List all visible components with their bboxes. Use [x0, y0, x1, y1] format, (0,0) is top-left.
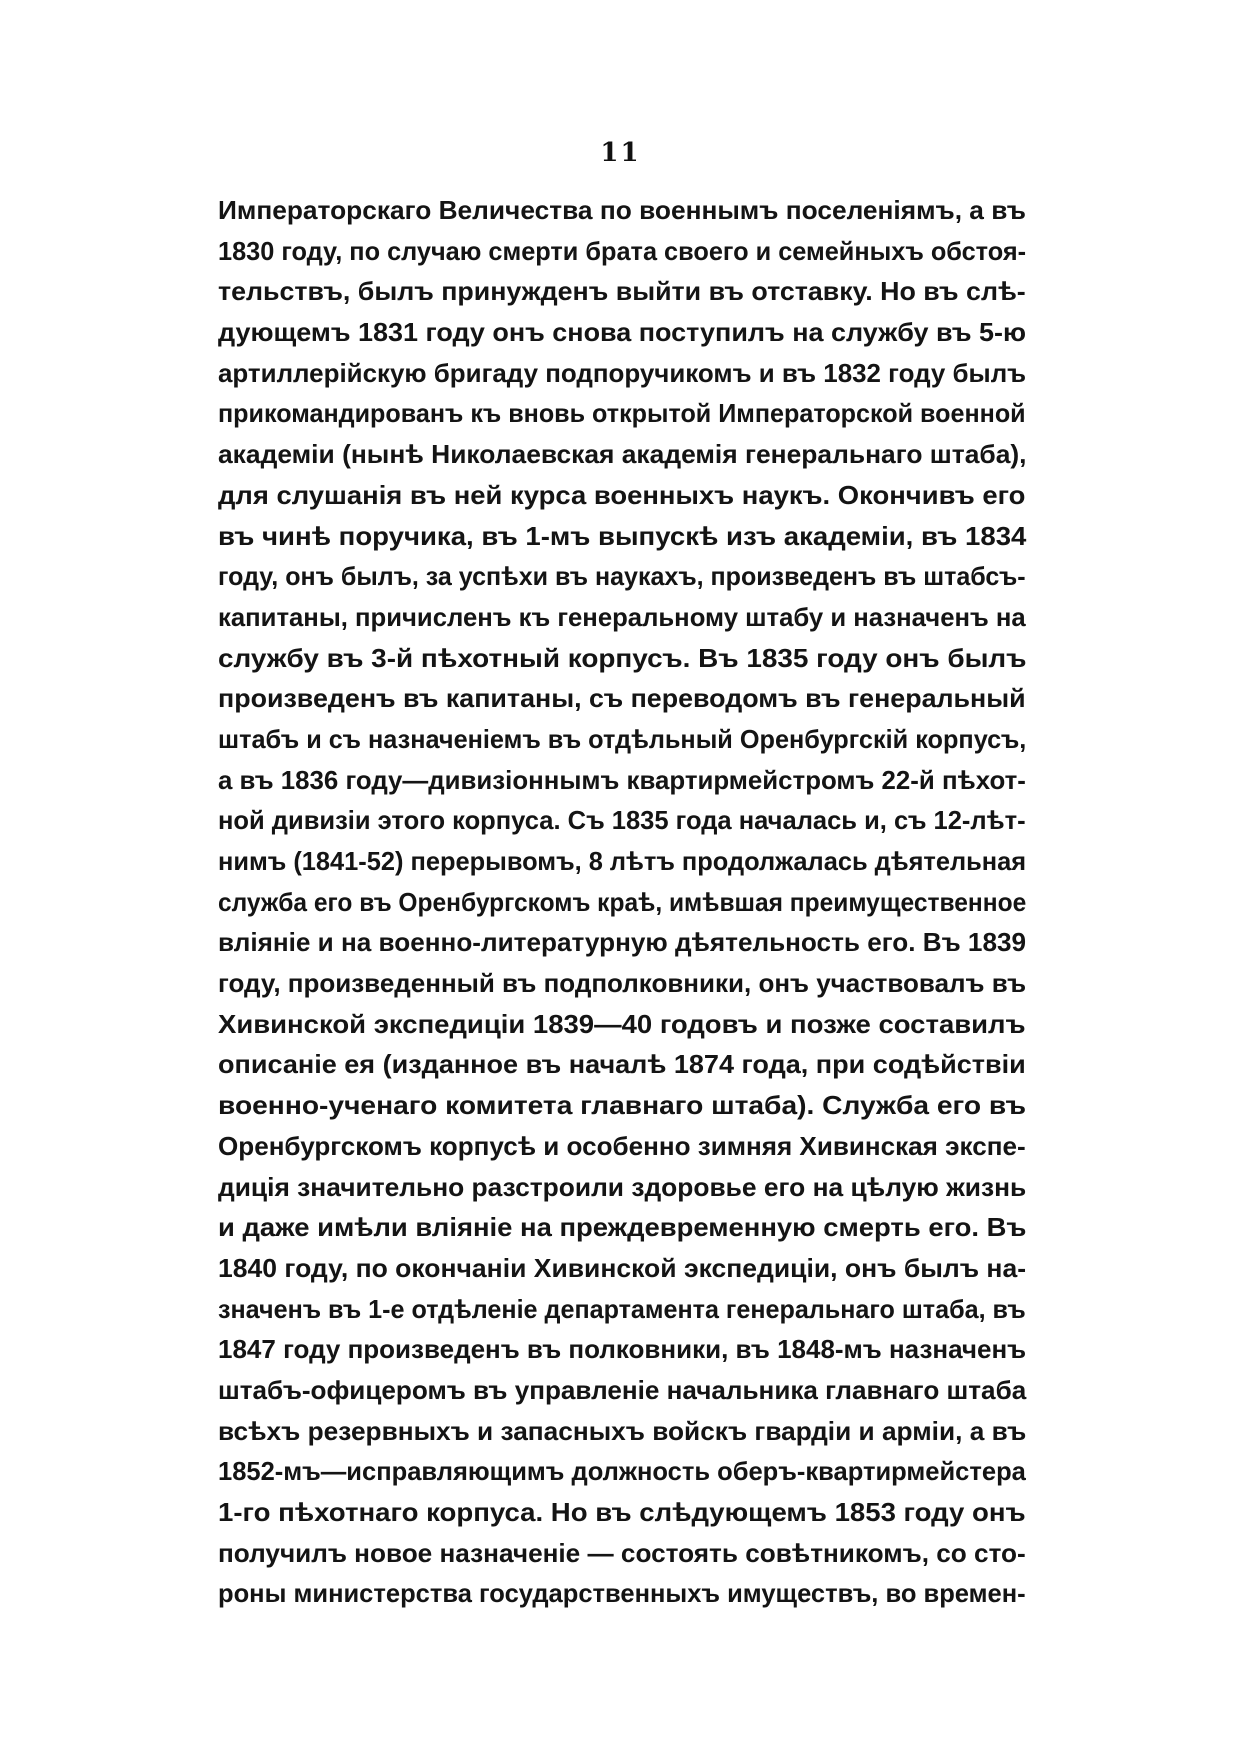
text-line: описаніе ея (изданное въ началѣ 1874 года, при содѣйствіи: [218, 1049, 1026, 1080]
text-line: артиллерійскую бригаду подпоручикомъ и въ 1832 году былъ: [218, 357, 1027, 388]
text-line: капитаны, причисленъ къ генеральному штабу и назначенъ на: [218, 601, 1026, 632]
text-line: тельствъ, былъ принужденъ выйти въ отставку. Но въ слѣ-: [218, 276, 1026, 307]
text-line: 1830 году, по случаю смерти брата своего и семейныхъ обстоя-: [218, 235, 1027, 266]
text-line: прикомандированъ къ вновь открытой Императорской военной: [218, 398, 1026, 429]
text-line: штабъ-офицеромъ въ управленіе начальника главнаго штаба: [218, 1374, 1027, 1405]
text-line: Хивинской экспедиціи 1839—40 годовъ и позже составилъ: [218, 1008, 1026, 1039]
text-line: Оренбургскомъ корпусѣ и особенно зимняя Хивинская экспе-: [218, 1130, 1026, 1161]
text-line: 1-го пѣхотнаго корпуса. Но въ слѣдующемъ 1853 году онъ: [218, 1497, 1026, 1527]
text-line: 1847 году произведенъ въ полковники, въ 1848-мъ назначенъ: [218, 1334, 1027, 1365]
text-line: значенъ въ 1-е отдѣленіе департамента генеральнаго штаба, въ: [218, 1293, 1026, 1324]
text-line: службу въ 3-й пѣхотный корпусъ. Въ 1835 году онъ былъ: [218, 642, 1027, 673]
text-line: штабъ и съ назначеніемъ въ отдѣльный Оренбургскій корпусъ,: [218, 723, 1027, 754]
text-line: 1852-мъ—исправляющимъ должность оберъ-квартирмейстера: [218, 1456, 1026, 1487]
text-line: Императорскаго Величества по военнымъ поселеніямъ, а въ: [218, 195, 1026, 225]
text-line: вліяніе и на военно-литературную дѣятельность его. Въ 1839: [218, 927, 1027, 958]
page-number: 11: [600, 138, 641, 168]
text-line: въ чинѣ поручика, въ 1-мъ выпускѣ изъ академіи, въ 1834: [218, 520, 1027, 551]
text-line: для слушанія въ ней курса военныхъ наукъ. Окончивъ его: [218, 479, 1026, 510]
text-line: а въ 1836 году—дивизіоннымъ квартирмейстромъ 22-й пѣхот-: [218, 764, 1026, 795]
text-line: произведенъ въ капитаны, съ переводомъ въ генеральный: [218, 683, 1026, 714]
text-line: диція значительно разстроили здоровье его на цѣлую жизнь: [218, 1171, 1027, 1202]
text-line: роны министерства государственныхъ имуществъ, во времен-: [218, 1578, 1026, 1609]
text-line: всѣхъ резервныхъ и запасныхъ войскъ гвардіи и арміи, а въ: [218, 1415, 1027, 1446]
text-line: получилъ новое назначеніе — состоять совѣтникомъ, со сто-: [218, 1537, 1026, 1568]
text-line: 1840 году, по окончаніи Хивинской экспедиціи, онъ былъ на-: [218, 1252, 1027, 1283]
text-line: нимъ (1841-52) перерывомъ, 8 лѣтъ продолжалась дѣятельная: [218, 846, 1027, 876]
text-line: и даже имѣли вліяніе на преждевременную смерть его. Въ: [218, 1212, 1027, 1243]
body-text: [218, 190, 1026, 1614]
text-line: служба его въ Оренбургскомъ краѣ, имѣвшая преимущественное: [218, 886, 1027, 917]
text-line: военно-ученаго комитета главнаго штаба). Служба его въ: [218, 1090, 1027, 1121]
text-line: академіи (нынѣ Николаевская академія генеральнаго штаба),: [218, 439, 1027, 470]
text-line: дующемъ 1831 году онъ снова поступилъ на службу въ 5-ю: [218, 317, 1027, 348]
text-line: году, произведенный въ подполковники, онъ участвовалъ въ: [218, 968, 1027, 999]
text-line: ной дивизіи этого корпуса. Съ 1835 года началась и, съ 12-лѣт-: [218, 805, 1026, 836]
text-line: году, онъ былъ, за успѣхи въ наукахъ, произведенъ въ штабсъ-: [218, 561, 1026, 592]
